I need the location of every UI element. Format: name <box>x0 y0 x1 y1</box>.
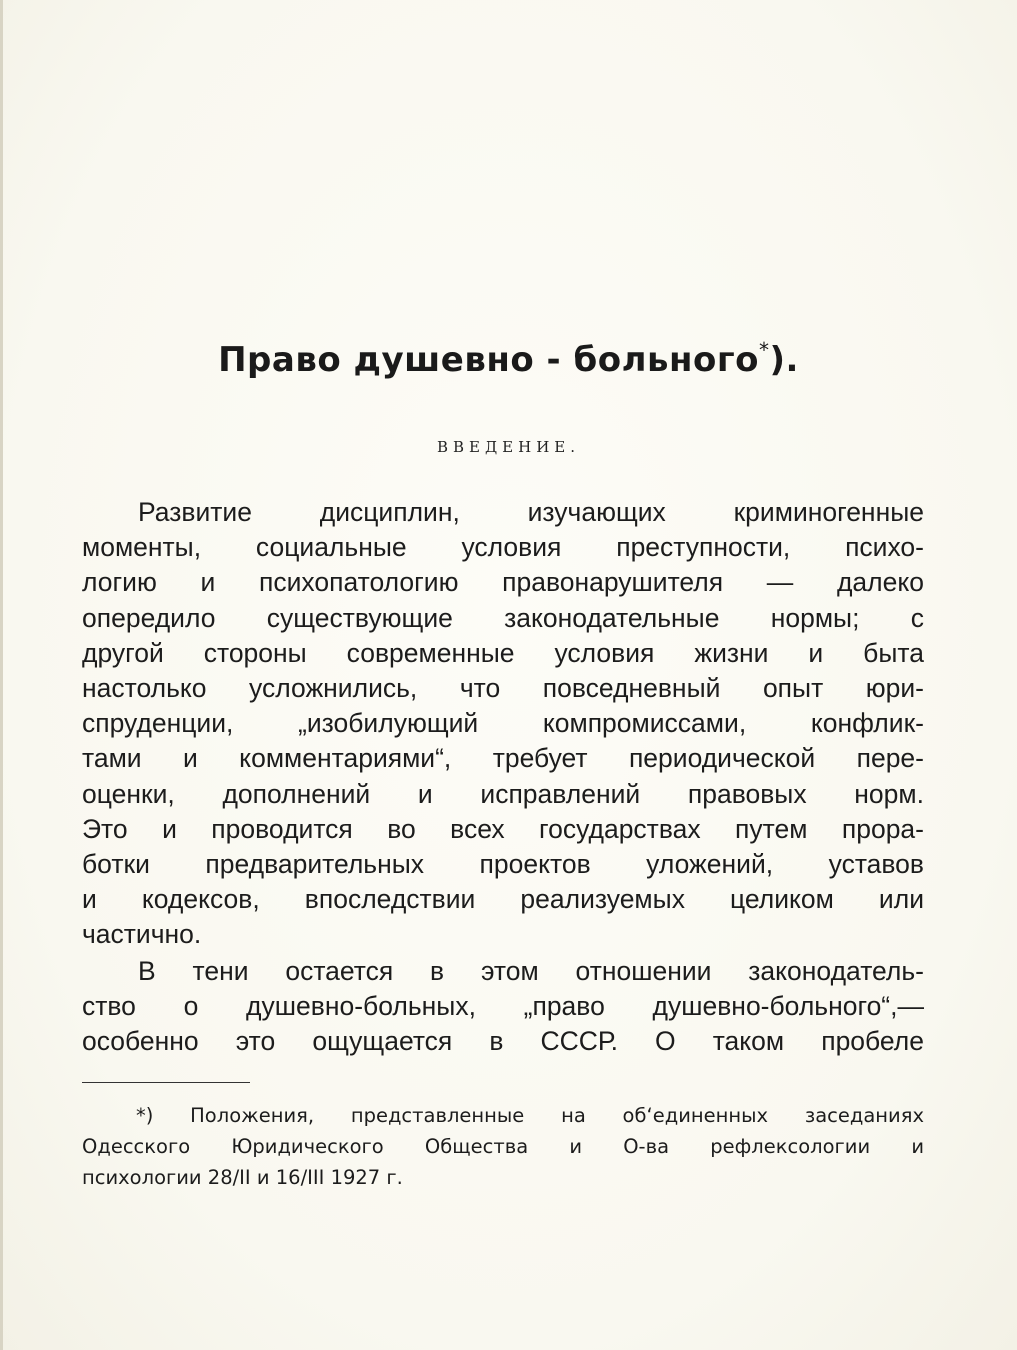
footnote-line: психологии 28/II и 16/III 1927 г. <box>82 1166 403 1189</box>
text-line: Развитие дисциплин, изучающих криминогенные <box>138 497 924 527</box>
title-text: Право душевно - больного <box>218 340 759 380</box>
text-line: В тени остается в этом отношении законодатель- <box>138 956 924 986</box>
text-line: ство о душевно-больных, „право душевно-больного“,— <box>82 991 924 1022</box>
footnote-mark: * <box>758 338 770 362</box>
text-line: логию и психопатологию правонарушителя — далеко <box>82 567 924 598</box>
text-line: настолько усложнились, что повседневный опыт юри- <box>82 672 924 703</box>
paragraph-1 <box>82 495 924 952</box>
section-heading: ВВЕДЕНИЕ. <box>436 438 581 456</box>
text-line: Это и проводится во всех государствах путем прора- <box>82 813 924 844</box>
title-end: ). <box>769 340 799 380</box>
text-line: особенно это ощущается в СССР. О таком пробеле <box>82 1026 924 1057</box>
text-line: другой стороны современные условия жизни и быта <box>82 637 924 668</box>
text-line: моменты, социальные условия преступности, психо- <box>82 532 924 563</box>
page-edge <box>0 0 3 1350</box>
text-line: и кодексов, впоследствии реализуемых целиком или <box>82 884 924 915</box>
text-line: спруденции, „изобилующий компромиссами, конфлик- <box>82 708 924 739</box>
paragraph-2 <box>82 954 924 1060</box>
footnote-divider <box>82 1082 250 1083</box>
text-line: оценки, дополнений и исправлений правовых норм. <box>82 778 924 809</box>
text-line: частично. <box>82 919 202 950</box>
page-title <box>0 338 1017 380</box>
footnote-line: Одесского Юридического Общества и О-ва рефлексологии и <box>82 1135 924 1158</box>
text-line: тами и комментариями“, требует периодической пере- <box>82 743 924 774</box>
text-line: опередило существующие законодательные нормы; с <box>82 602 924 633</box>
footnote <box>82 1100 924 1193</box>
text-line: ботки предварительных проектов уложений, уставов <box>82 848 924 879</box>
footnote-line: *) Положения, представленные на об‘единенных заседаниях <box>136 1104 924 1127</box>
